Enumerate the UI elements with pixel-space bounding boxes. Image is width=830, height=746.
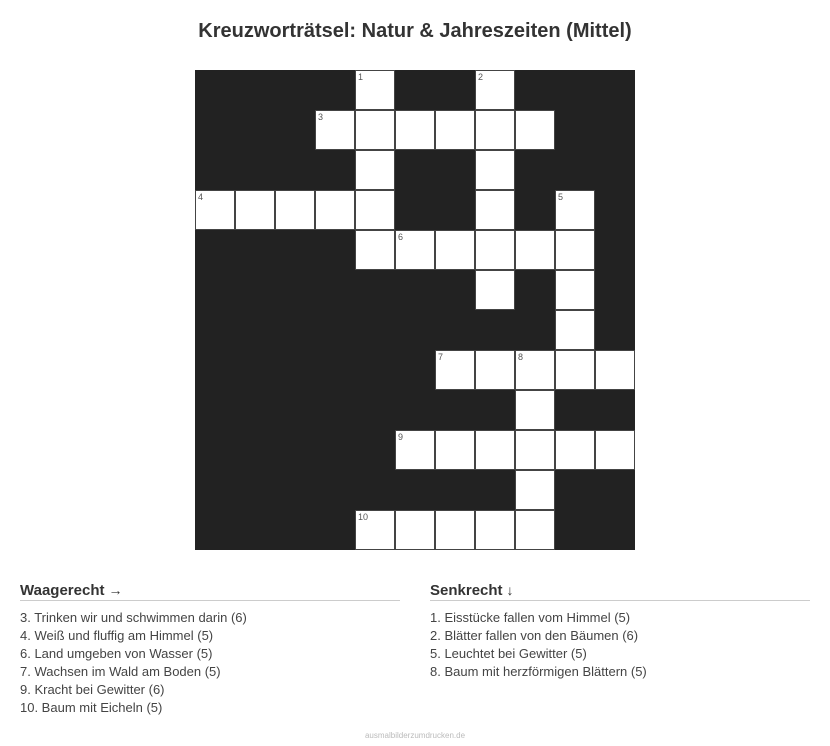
grid-cell[interactable]	[235, 190, 275, 230]
grid-cell[interactable]	[355, 230, 395, 270]
clue-item: 9. Kracht bei Gewitter (6)	[20, 682, 165, 697]
grid-cell[interactable]	[355, 150, 395, 190]
grid-cell[interactable]	[435, 230, 475, 270]
clue-number: 5	[558, 192, 564, 202]
clue-item: 8. Baum mit herzförmigen Blättern (5)	[430, 664, 647, 679]
clues-down-heading	[430, 582, 810, 601]
clue-item: 1. Eisstücke fallen vom Himmel (5)	[430, 610, 631, 625]
clue-number: 6	[398, 232, 404, 242]
clue-item: 5. Leuchtet bei Gewitter (5)	[430, 646, 587, 661]
clue-number: 8	[518, 352, 524, 362]
across-heading-label: Waagerecht	[20, 582, 105, 599]
grid-cell[interactable]	[475, 510, 515, 550]
grid-cell[interactable]	[595, 350, 635, 390]
page-title: Kreuzworträtsel: Natur & Jahreszeiten (Mittel)	[198, 20, 632, 42]
grid-cell[interactable]	[555, 230, 595, 270]
grid-cell[interactable]	[475, 110, 515, 150]
grid-cell[interactable]	[315, 190, 355, 230]
clue-item: 6. Land umgeben von Wasser (5)	[20, 646, 213, 661]
grid-cell[interactable]	[515, 470, 555, 510]
clue-number: 4	[198, 192, 204, 202]
grid-cell[interactable]	[555, 350, 595, 390]
grid-cell[interactable]	[395, 510, 435, 550]
down-heading-label: Senkrecht	[430, 582, 503, 599]
grid-cell[interactable]	[315, 110, 355, 150]
arrow-down-icon: ↓	[506, 582, 514, 598]
crossword-grid	[195, 70, 635, 550]
clue-item: 2. Blätter fallen von den Bäumen (6)	[430, 628, 639, 643]
grid-cell[interactable]	[435, 350, 475, 390]
grid-cell[interactable]	[435, 510, 475, 550]
grid-cell[interactable]	[515, 390, 555, 430]
grid-cell[interactable]	[475, 270, 515, 310]
clue-number: 3	[318, 112, 324, 122]
grid-cell[interactable]	[475, 430, 515, 470]
grid-cell[interactable]	[395, 430, 435, 470]
clues-across-heading	[20, 582, 400, 601]
clue-item: 3. Trinken wir und schwimmen darin (6)	[20, 610, 247, 625]
grid-cell[interactable]	[555, 310, 595, 350]
grid-cell[interactable]	[595, 430, 635, 470]
grid-cell[interactable]	[355, 190, 395, 230]
grid-cell[interactable]	[195, 190, 235, 230]
grid-cell[interactable]	[555, 190, 595, 230]
arrow-right-icon: →	[108, 582, 123, 598]
clues-across-list	[20, 609, 400, 717]
grid-cell[interactable]	[395, 110, 435, 150]
grid-cell[interactable]	[475, 350, 515, 390]
grid-cell[interactable]	[355, 510, 395, 550]
clues-across-section	[20, 582, 400, 717]
grid-cell[interactable]	[475, 150, 515, 190]
grid-cell[interactable]	[355, 70, 395, 110]
grid-cell[interactable]	[475, 70, 515, 110]
grid-cell[interactable]	[515, 230, 555, 270]
clue-number: 2	[478, 72, 484, 82]
grid-cell[interactable]	[555, 270, 595, 310]
grid-cell[interactable]	[515, 510, 555, 550]
clues-down-list	[430, 609, 810, 681]
grid-cell[interactable]	[555, 430, 595, 470]
grid-cell[interactable]	[395, 230, 435, 270]
grid-cell[interactable]	[515, 110, 555, 150]
grid-cell[interactable]	[515, 350, 555, 390]
clue-number: 1	[358, 72, 364, 82]
grid-cell[interactable]	[435, 110, 475, 150]
grid-cell[interactable]	[355, 110, 395, 150]
footer-credit: ausmalbilderzumdrucken.de	[364, 731, 466, 740]
grid-cell[interactable]	[475, 230, 515, 270]
clue-number: 7	[438, 352, 444, 362]
clues-down-section	[430, 582, 810, 681]
clue-item: 10. Baum mit Eicheln (5)	[20, 700, 163, 715]
clue-number: 9	[398, 432, 404, 442]
clue-number: 10	[358, 512, 369, 522]
clue-item: 4. Weiß und fluffig am Himmel (5)	[20, 628, 214, 643]
clue-item: 7. Wachsen im Wald am Boden (5)	[20, 664, 221, 679]
grid-cell[interactable]	[435, 430, 475, 470]
grid-cell[interactable]	[515, 430, 555, 470]
grid-cell[interactable]	[475, 190, 515, 230]
grid-cell[interactable]	[275, 190, 315, 230]
